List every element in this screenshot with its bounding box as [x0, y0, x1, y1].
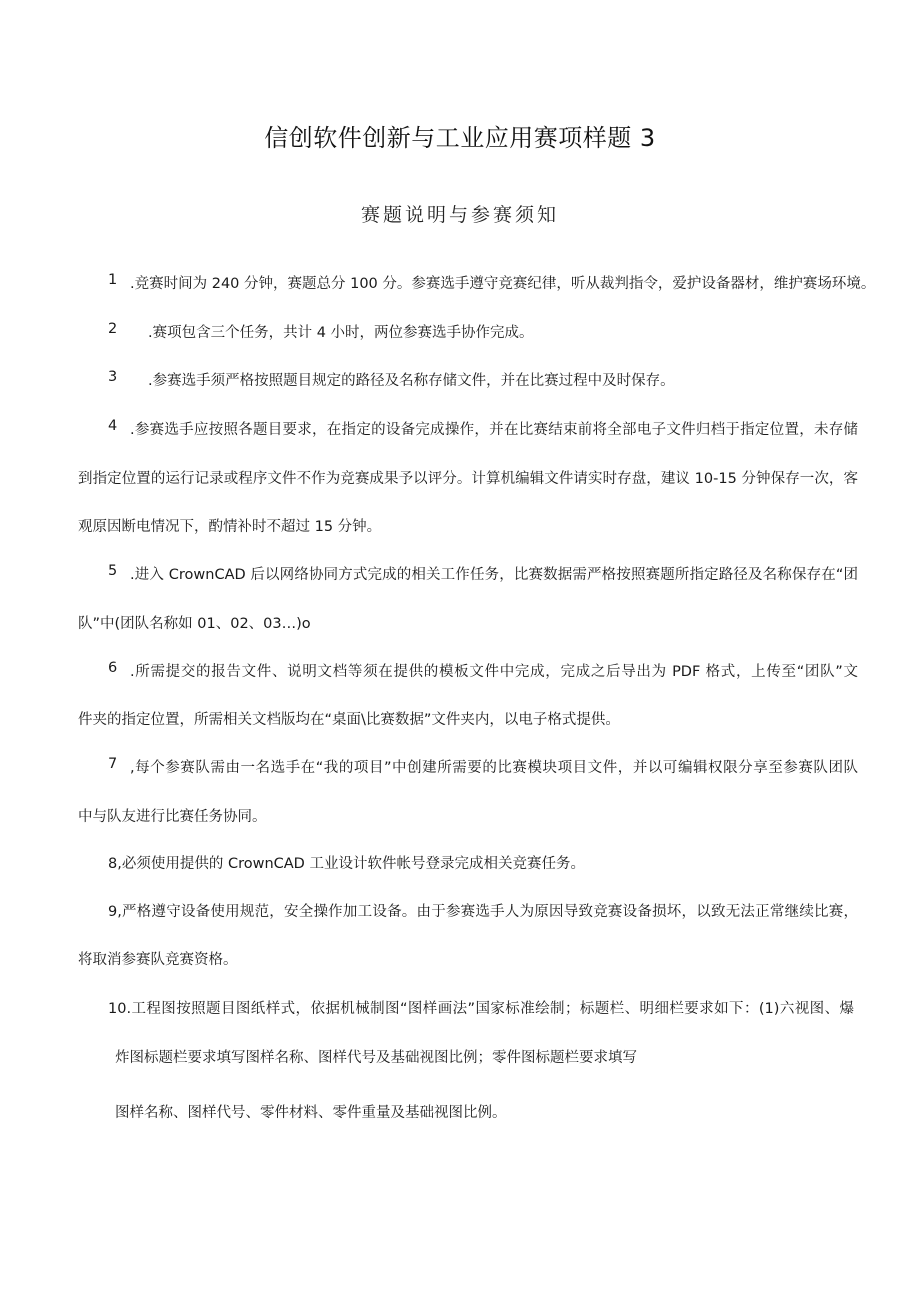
item-6-line-1: .所需提交的报告文件、说明文档等须在提供的模板文件中完成，完成之后导出为 PDF 格式，上传至“团队”文: [130, 664, 858, 680]
document-title: 信创软件创新与工业应用赛项样题 3: [264, 124, 656, 152]
item-8-line-1: 8,必须使用提供的 CrownCAD 工业设计软件帐号登录完成相关竞赛任务。: [108, 856, 585, 872]
item-3-number: 3: [108, 369, 118, 385]
item-7-number: 7: [108, 756, 118, 772]
document-subtitle: 赛题说明与参赛须知: [360, 204, 559, 226]
item-9-line-2: 将取消参赛队竞赛资格。: [78, 952, 238, 968]
item-10-line-1: 10.工程图按照题目图纸样式，依据机械制图“图样画法”国家标准绘制；标题栏、明细栏要求如下：(1)六视图、爆: [108, 1001, 854, 1017]
item-4-number: 4: [108, 418, 118, 434]
item-7-line-1: ,每个参赛队需由一名选手在“我的项目”中创建所需要的比赛模块项目文件，并以可编辑权限分享至参赛队团队: [130, 760, 858, 776]
item-9-line-1: 9,严格遵守设备使用规范，安全操作加工设备。由于参赛选手人为原因导致竞赛设备损坏，以致无法正常继续比赛，: [108, 904, 858, 920]
item-10-line-2: 炸图标题栏要求填写图样名称、图样代号及基础视图比例；零件图标题栏要求填写: [115, 1050, 637, 1066]
item-6-number: 6: [108, 660, 118, 676]
item-2-number: 2: [108, 321, 118, 337]
item-2-line-1: .赛项包含三个任务，共计 4 小时，两位参赛选手协作完成。: [148, 325, 534, 341]
item-5-line-1: .进入 CrownCAD 后以网络协同方式完成的相关工作任务，比赛数据需严格按照赛题所指定路径及名称保存在“团: [130, 567, 858, 583]
item-6-line-2: 件夹的指定位置，所需相关文档版均在“桌面\比赛数据”文件夹内，以电子格式提供。: [78, 712, 620, 728]
item-5-line-2: 队”中(团队名称如 01、02、03…)o: [78, 616, 311, 632]
item-4-line-1: .参赛选手应按照各题目要求，在指定的设备完成操作，并在比赛结束前将全部电子文件归档于指定位置，未存储: [130, 422, 858, 438]
item-1-line-1: .竞赛时间为 240 分钟，赛题总分 100 分。参赛选手遵守竞赛纪律，听从裁判指令，爱护设备器材，维护赛场环境。: [130, 276, 876, 292]
item-7-line-2: 中与队友进行比赛任务协同。: [78, 809, 267, 825]
item-5-number: 5: [108, 563, 118, 579]
item-4-line-2: 到指定位置的运行记录或程序文件不作为竞赛成果予以评分。计算机编辑文件请实时存盘，建议 10-15 分钟保存一次，客: [78, 471, 858, 487]
item-1-number: 1: [108, 272, 118, 288]
item-4-line-3: 观原因断电情况下，酌情补时不超过 15 分钟。: [78, 519, 382, 535]
item-3-line-1: .参赛选手须严格按照题目规定的路径及名称存储文件，并在比赛过程中及时保存。: [148, 373, 675, 389]
item-10-line-3: 图样名称、图样代号、零件材料、零件重量及基础视图比例。: [115, 1105, 507, 1121]
